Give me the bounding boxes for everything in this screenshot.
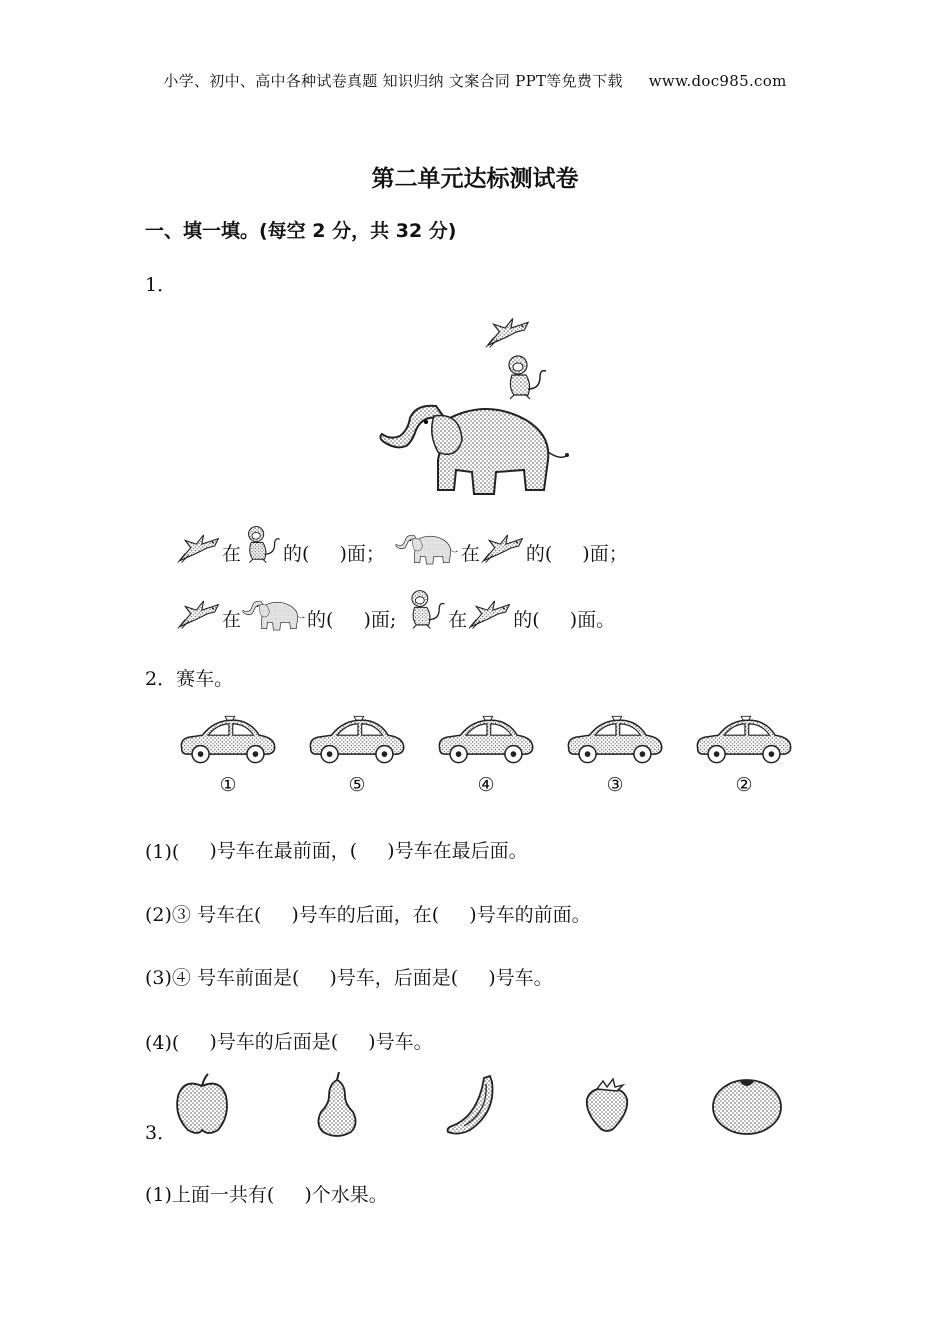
q2-s3 bbox=[145, 963, 553, 990]
apple-icon bbox=[170, 1072, 234, 1138]
header-text: 小学、初中、高中各种试卷真题 知识归纳 文案合同 PPT等免费下载 bbox=[163, 72, 623, 90]
monkey-icon bbox=[509, 356, 546, 399]
q2-s3-a: (3)④ 号车前面是( bbox=[145, 967, 300, 989]
q3-s1-b: )个水果。 bbox=[304, 1184, 388, 1206]
q2-s4-b: )号车的后面是( bbox=[209, 1031, 339, 1053]
strawberry-icon bbox=[583, 1077, 631, 1133]
q1-row2-b-zai: 在 bbox=[448, 609, 468, 631]
banana-icon bbox=[440, 1072, 504, 1138]
bird-icon bbox=[486, 318, 528, 347]
car-number: ③ bbox=[606, 774, 624, 796]
q1-row2-b-de: 的( bbox=[513, 609, 540, 631]
q1-row2-a-de: 的( bbox=[307, 609, 334, 631]
q2-s2-c: )号车的前面。 bbox=[469, 904, 591, 926]
car-number: ① bbox=[219, 774, 237, 796]
q2-s4-a: (4)( bbox=[145, 1032, 180, 1054]
orange-icon bbox=[710, 1074, 784, 1136]
q3-s1-a: (1)上面一共有( bbox=[145, 1184, 275, 1206]
q2-s1 bbox=[145, 836, 528, 863]
q1-row2 bbox=[176, 588, 615, 632]
pear-icon bbox=[313, 1072, 361, 1138]
q1-row1-a-zai: 在 bbox=[222, 543, 242, 565]
section-heading: 一、填一填。(每空 2 分，共 32 分) bbox=[145, 220, 457, 242]
car-icon bbox=[305, 710, 409, 768]
car-number: ④ bbox=[477, 774, 495, 796]
elephant-icon bbox=[393, 530, 461, 566]
q2-s2-b: )号车的后面，在( bbox=[291, 904, 440, 926]
car-icon bbox=[563, 710, 667, 768]
car-icon bbox=[692, 710, 796, 768]
q3-s1 bbox=[145, 1180, 388, 1207]
header-site: www.doc985.com bbox=[648, 72, 787, 90]
fruit-row bbox=[170, 1072, 784, 1138]
q2-s4 bbox=[145, 1027, 433, 1054]
q1-row2-a-zai: 在 bbox=[222, 609, 242, 631]
q2-s1-b: )号车在最前面，( bbox=[209, 840, 358, 862]
q1-row1-a-de: 的( bbox=[283, 543, 310, 565]
car-number: ② bbox=[735, 774, 753, 796]
q2-s2-a: (2)③ 号车在( bbox=[145, 904, 262, 926]
q1-scene bbox=[372, 306, 582, 506]
elephant-icon bbox=[380, 406, 569, 494]
car-row bbox=[176, 710, 796, 796]
monkey-icon bbox=[241, 524, 283, 566]
q2-s1-a: (1)( bbox=[145, 841, 180, 863]
q1-row1-b-zai: 在 bbox=[460, 543, 480, 565]
car-icon bbox=[176, 710, 280, 768]
bird-icon bbox=[480, 526, 526, 566]
q1-row1-a-end: )面； bbox=[339, 543, 385, 565]
elephant-icon bbox=[241, 596, 307, 632]
q2-s3-c: )号车。 bbox=[488, 967, 553, 989]
page-header bbox=[0, 70, 950, 91]
car-icon bbox=[434, 710, 538, 768]
q2-s4-c: )号车。 bbox=[368, 1031, 433, 1053]
q1-row1-b-end: )面； bbox=[582, 543, 628, 565]
page-title: 第二单元达标测试卷 bbox=[371, 166, 579, 192]
q1-row1 bbox=[176, 524, 628, 566]
q1-row1-b-de: 的( bbox=[525, 543, 553, 565]
bird-icon bbox=[467, 592, 513, 632]
monkey-icon bbox=[404, 588, 448, 632]
q2-s1-c: )号车在最后面。 bbox=[387, 840, 528, 862]
q2-s3-b: )号车，后面是( bbox=[329, 967, 459, 989]
bird-icon bbox=[176, 592, 222, 632]
q2-number: 2．赛车。 bbox=[145, 668, 234, 690]
q1-row2-b-end: )面。 bbox=[569, 609, 616, 631]
q1-row2-a-end: )面; bbox=[363, 609, 397, 631]
car-number: ⑤ bbox=[348, 774, 366, 796]
q2-s2 bbox=[145, 900, 591, 927]
q1-number: 1． bbox=[145, 274, 177, 296]
q3-number: 3． bbox=[145, 1122, 177, 1144]
bird-icon bbox=[176, 526, 222, 566]
